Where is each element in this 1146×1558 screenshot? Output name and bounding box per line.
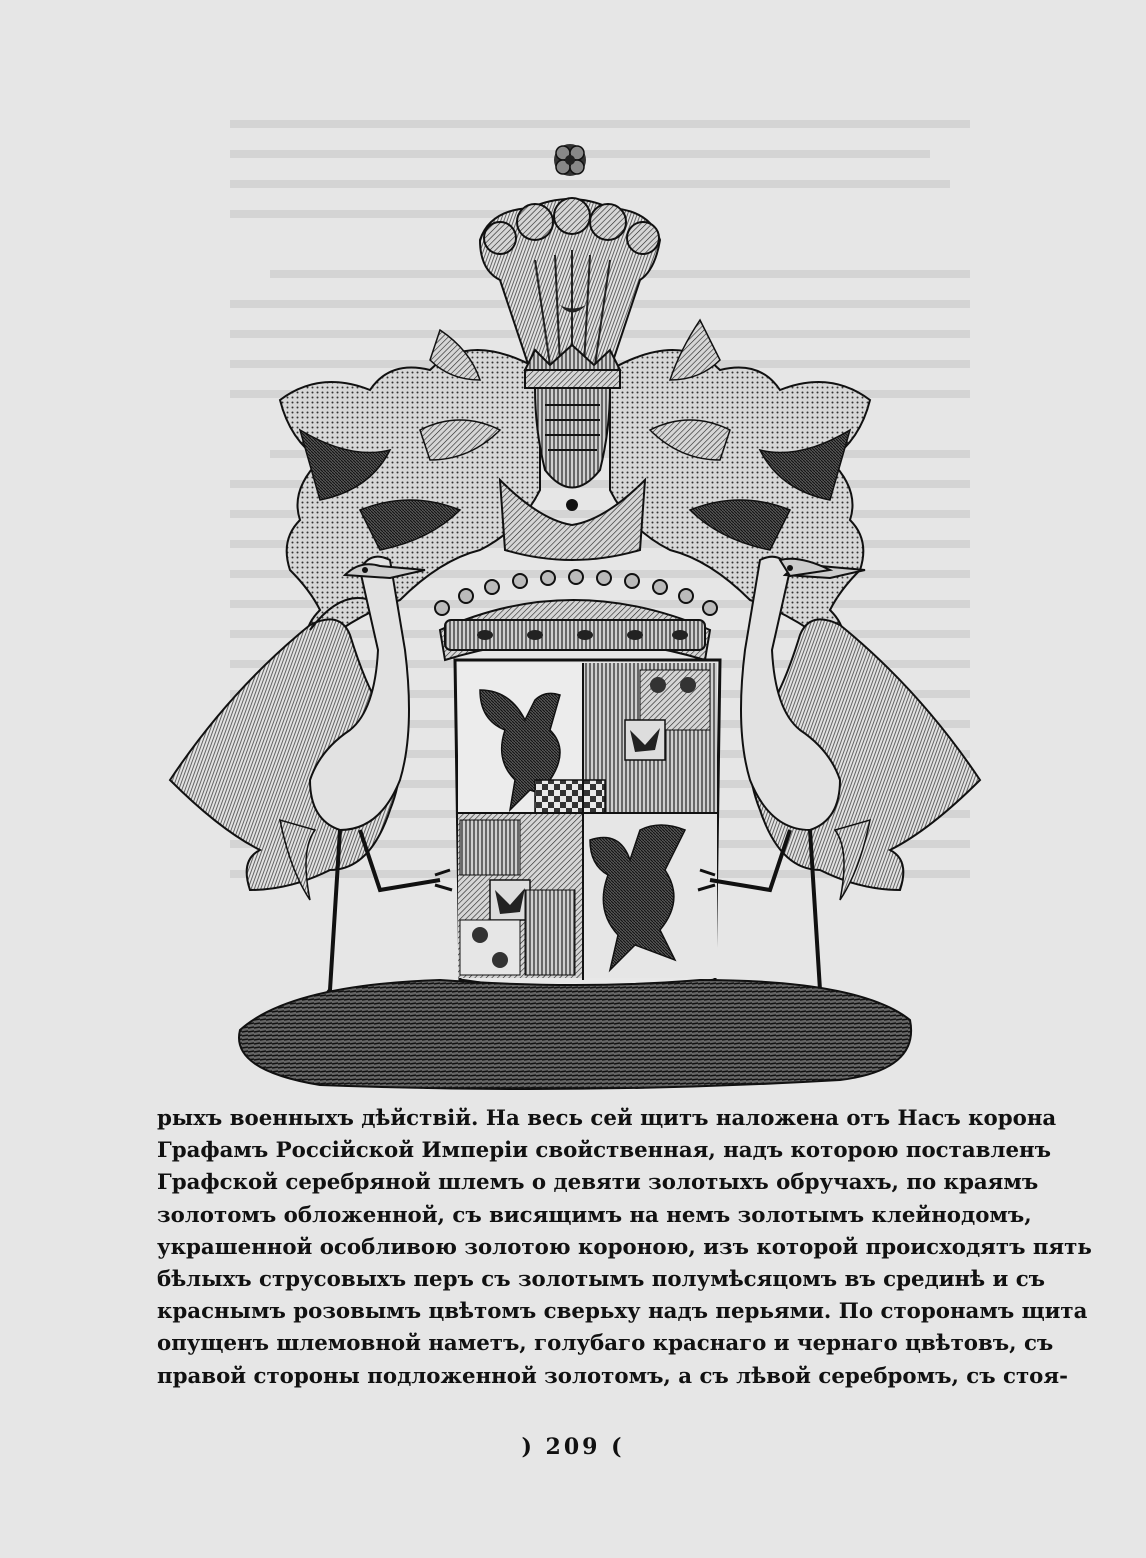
ground-mound bbox=[239, 980, 911, 1089]
feather-crest bbox=[480, 198, 660, 370]
body-text bbox=[157, 1103, 1092, 1393]
coat-of-arms-engraving bbox=[140, 130, 1010, 1090]
text-line: правой стороны подложенной золотомъ, а съ лѣвой серебромъ, съ стоя- bbox=[157, 1363, 1068, 1389]
text-line: бѣлыхъ струсовыхъ перъ съ золотымъ полумѣсяцомъ въ срединѣ и съ bbox=[157, 1267, 1046, 1293]
text-line: золотомъ обложенной, съ висящимъ на немъ золотымъ клейнодомъ, bbox=[157, 1202, 1032, 1228]
crane-left bbox=[170, 557, 452, 1010]
crane-right bbox=[698, 557, 980, 1010]
text-line: рыхъ военныхъ дѣйствій. На весь сей щитъ наложена отъ Насъ корона bbox=[157, 1106, 1057, 1131]
rose-ornament bbox=[554, 144, 586, 176]
count-crown bbox=[435, 570, 717, 660]
text-line: опущенъ шлемовной наметъ, голубаго краснаго и чернаго цвѣтовъ, съ bbox=[157, 1331, 1054, 1357]
text-line: краснымъ розовымъ цвѣтомъ сверьху надъ перьями. По сторонамъ щита bbox=[157, 1299, 1088, 1325]
page-number: ) 209 ( bbox=[521, 1434, 625, 1460]
shield bbox=[455, 660, 720, 1000]
text-line: украшенной особливою золотою короною, изъ которой происходятъ пять bbox=[157, 1234, 1092, 1260]
text-line: Графской серебряной шлемъ о девяти золотыхъ обручахъ, по краямъ bbox=[157, 1170, 1039, 1196]
text-line: Графамъ Россійской Имперіи свойственная, надъ которою поставленъ bbox=[157, 1138, 1051, 1164]
